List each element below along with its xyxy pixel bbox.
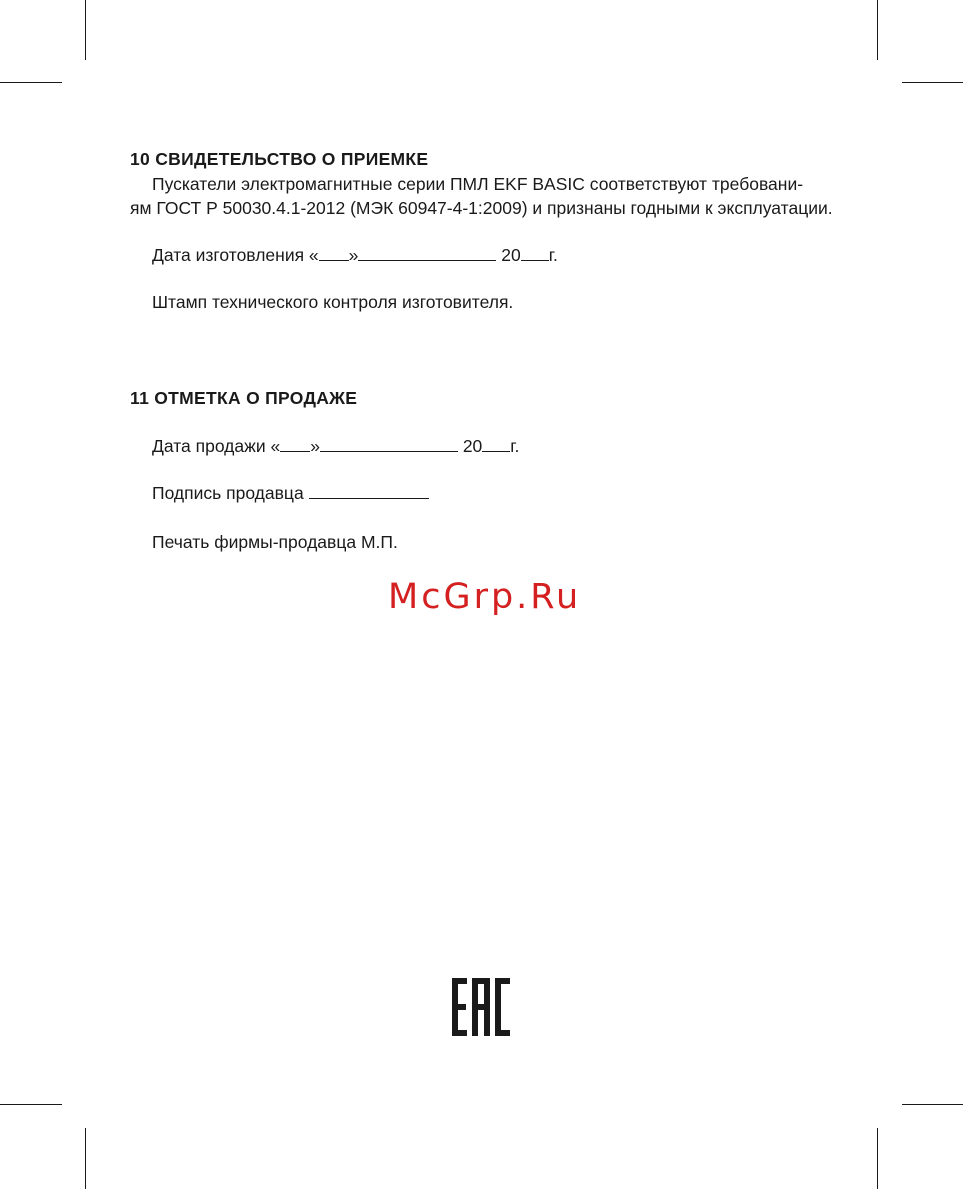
eac-certification-icon: [452, 978, 510, 1036]
section-10-heading: 10 СВИДЕТЕЛЬСТВО О ПРИЕМКЕ: [130, 149, 429, 169]
crop-mark-bottom-right-vertical: [877, 1128, 878, 1189]
manufacture-date-close-quote: »: [348, 245, 359, 265]
seller-stamp-text: Печать фирмы-продавца М.П.: [152, 532, 398, 552]
crop-mark-top-right-horizontal: [902, 82, 963, 83]
crop-mark-bottom-left-horizontal: [0, 1104, 62, 1105]
manufacture-year-blank[interactable]: [521, 243, 549, 261]
sale-year-suffix: г.: [510, 436, 520, 456]
manufacture-date-label: Дата изготовления «: [152, 245, 319, 265]
section-10-paragraph-line-1: Пускатели электромагнитные серии ПМЛ EKF BASIC соответствуют требовани-: [152, 174, 804, 194]
sale-year-blank[interactable]: [482, 434, 510, 452]
manufacture-date-line: [152, 243, 558, 267]
sale-year-prefix: 20: [462, 436, 483, 456]
crop-mark-bottom-left-vertical: [85, 1128, 86, 1189]
section-10-paragraph-line-2: ям ГОСТ Р 50030.4.1-2012 (МЭК 60947-4-1:2009) и признаны годными к эксплуатации.: [130, 198, 833, 218]
seller-signature-line: [152, 481, 429, 505]
sale-date-close-quote: »: [310, 436, 320, 456]
sale-date-label: Дата продажи «: [152, 436, 281, 456]
sale-month-blank[interactable]: [320, 434, 458, 452]
sale-date-line: [152, 434, 519, 458]
manufacture-month-blank[interactable]: [358, 243, 496, 261]
crop-mark-top-right-vertical: [877, 0, 878, 60]
stamp-text: Штамп технического контроля изготовителя.: [152, 292, 514, 312]
crop-mark-bottom-right-horizontal: [902, 1104, 963, 1105]
manufacture-year-suffix: г.: [548, 245, 558, 265]
seller-signature-blank[interactable]: [309, 481, 429, 499]
section-11-heading: 11 ОТМЕТКА О ПРОДАЖЕ: [130, 388, 358, 408]
manufacture-day-blank[interactable]: [319, 243, 349, 261]
sale-day-blank[interactable]: [280, 434, 310, 452]
watermark-text: McGrp.Ru: [388, 577, 582, 617]
crop-mark-top-left-horizontal: [0, 82, 62, 83]
seller-signature-label: Подпись продавца: [152, 483, 304, 503]
manufacture-year-prefix: 20: [501, 245, 521, 265]
crop-mark-top-left-vertical: [85, 0, 86, 60]
